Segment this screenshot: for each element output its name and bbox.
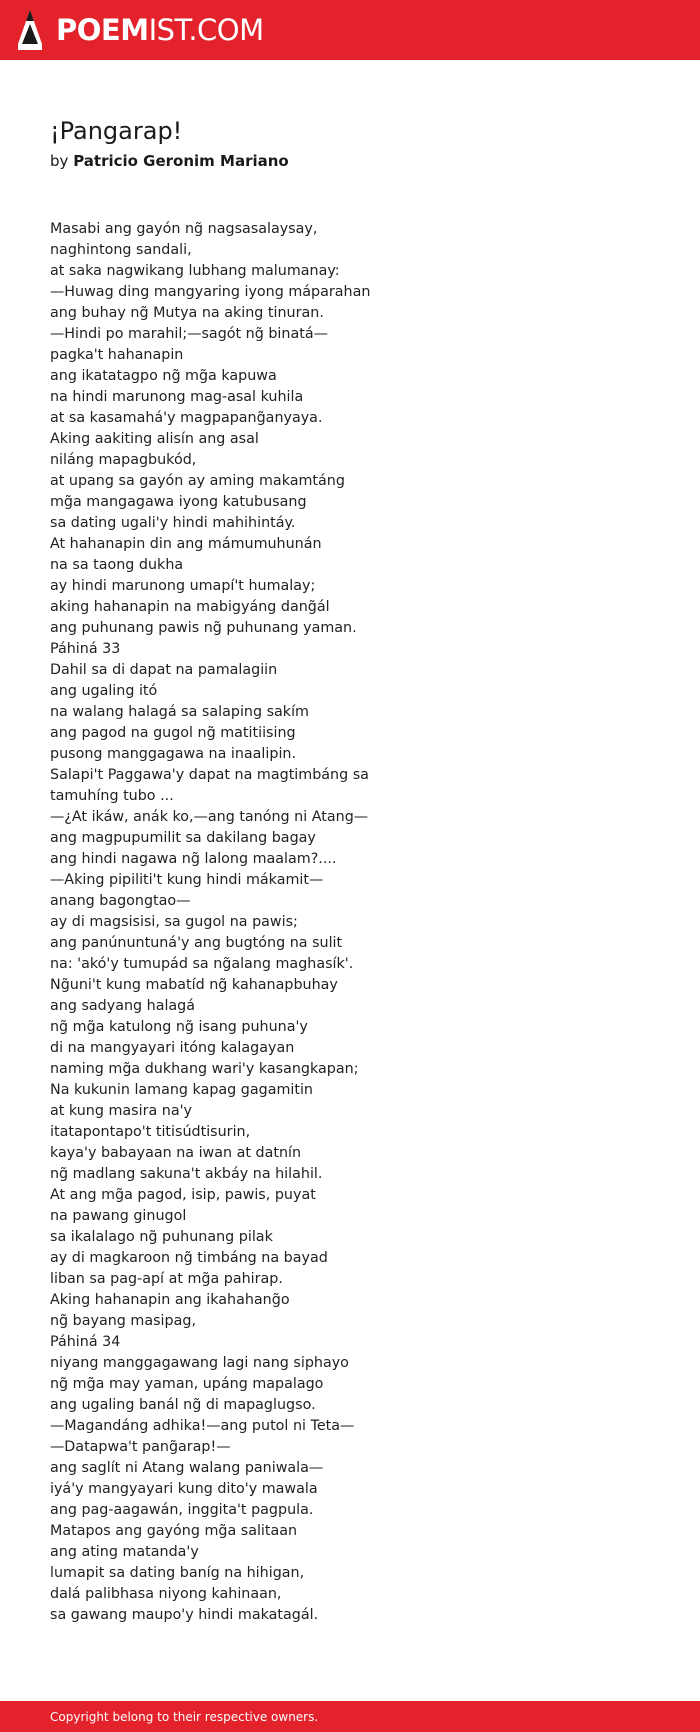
poem-header: [50, 114, 289, 172]
poem-line: Páhiná 33: [50, 641, 121, 657]
poem-line: naming mg̃a dukhang wari'y kasangkapan;: [50, 1061, 359, 1077]
poem-body: [50, 219, 650, 1626]
poem-line: Ng̃uni't kung mabatíd ng̃ kahanapbuhay: [50, 977, 338, 993]
poem-line: ay di magkaroon ng̃ timbáng na bayad: [50, 1250, 328, 1266]
poem-line: ang buhay ng̃ Mutya na aking tinuran.: [50, 305, 324, 321]
poem-line: Dahil sa di dapat na pamalagiin: [50, 662, 278, 678]
poem-line: Masabi ang gayón ng̃ nagsasalaysay,: [50, 221, 318, 237]
poem-line: ang puhunang pawis ng̃ puhunang yaman.: [50, 620, 357, 636]
poem-line: ang pagod na gugol ng̃ matitiising: [50, 725, 296, 741]
poem-line: Matapos ang gayóng mg̃a salitaan: [50, 1523, 298, 1539]
poem-line: ang saglít ni Atang walang paniwala—: [50, 1460, 324, 1476]
poem-line: mg̃a mangagawa iyong katubusang: [50, 494, 307, 510]
poem-line: ang panúnuntuná'y ang bugtóng na sulit: [50, 935, 343, 951]
poem-line: ang hindi nagawa ng̃ lalong maalam?....: [50, 851, 337, 867]
footer-copyright: Copyright belong to their respective owners.: [50, 1710, 319, 1724]
poem-line: aking hahanapin na mabigyáng dang̃ál: [50, 599, 330, 615]
poem-line: na sa taong dukha: [50, 557, 184, 573]
poem-line: —Datapwa't pang̃arap!—: [50, 1439, 231, 1455]
poem-line: ng̃ mg̃a may yaman, upáng mapalago: [50, 1376, 324, 1392]
poem-line: sa dating ugali'y hindi mahihintáy.: [50, 515, 296, 531]
poem-line: na walang halagá sa salaping sakím: [50, 704, 309, 720]
poem-line: kaya'y babayaan na iwan at datnín: [50, 1145, 302, 1161]
poem-line: Salapi't Paggawa'y dapat na magtimbáng sa: [50, 767, 369, 783]
poem-line: itatapontapo't titisúdtisurin,: [50, 1124, 251, 1140]
site-wordmark: [56, 10, 264, 50]
site-logo[interactable]: [18, 10, 264, 50]
byline: [50, 150, 289, 172]
poem-line: na hindi marunong mag-asal kuhila: [50, 389, 304, 405]
poem-line: ang ugaling itó: [50, 683, 158, 699]
poem-line: di na mangyayari itóng kalagayan: [50, 1040, 295, 1056]
poem-line: at saka nagwikang lubhang malumanay:: [50, 263, 340, 279]
pencil-tip-icon: [18, 10, 42, 50]
poem-line: niláng mapagbukód,: [50, 452, 197, 468]
poem-line: Na kukunin lamang kapag gagamitin: [50, 1082, 313, 1098]
poem-line: naghintong sandali,: [50, 242, 192, 258]
footer-bar: [0, 1701, 700, 1732]
poem-line: sa gawang maupo'y hindi makatagál.: [50, 1607, 319, 1623]
logo-bold-text: POEM: [56, 13, 149, 47]
poem-line: iyá'y mangyayari kung dito'y mawala: [50, 1481, 318, 1497]
poem-line: at sa kasamahá'y magpapang̃anyaya.: [50, 410, 323, 426]
poem-line: —¿At ikáw, anák ko,—ang tanóng ni Atang—: [50, 809, 369, 825]
poem-line: at upang sa gayón ay aming makamtáng: [50, 473, 345, 489]
poem-line: Aking aakiting alisín ang asal: [50, 431, 259, 447]
poem-line: tamuhíng tubo ...: [50, 788, 174, 804]
poem-line: ay hindi marunong umapí't humalay;: [50, 578, 316, 594]
poem-line: At hahanapin din ang mámumuhunán: [50, 536, 322, 552]
poem-line: niyang manggagawang lagi nang siphayo: [50, 1355, 349, 1371]
author-name[interactable]: Patricio Geronim Mariano: [73, 152, 289, 170]
poem-title: ¡Pangarap!: [50, 117, 183, 145]
poem-line: pusong manggagawa na inaalipin.: [50, 746, 297, 762]
poem-line: ang magpupumilit sa dakilang bagay: [50, 830, 316, 846]
poem-line: —Hindi po marahil;—sagót ng̃ binatá—: [50, 326, 328, 342]
poem-line: Páhiná 34: [50, 1334, 121, 1350]
byline-prefix: by: [50, 152, 69, 170]
poem-line: At ang mg̃a pagod, isip, pawis, puyat: [50, 1187, 316, 1203]
poem-line: —Aking pipiliti't kung hindi mákamit—: [50, 872, 324, 888]
poem-line: pagka't hahanapin: [50, 347, 184, 363]
poem-line: ang pag-aagawán, inggita't pagpula.: [50, 1502, 314, 1518]
poem-line: ang ugaling banál ng̃ di mapaglugso.: [50, 1397, 316, 1413]
logo-light-text: IST.COM: [148, 13, 264, 47]
poem-line: na pawang ginugol: [50, 1208, 187, 1224]
poem-line: ang ikatatagpo ng̃ mg̃a kapuwa: [50, 368, 277, 384]
top-bar: [0, 0, 700, 60]
poem-line: anang bagongtao—: [50, 893, 191, 909]
poem-line: ang sadyang halagá: [50, 998, 196, 1014]
poem-line: ang ating matanda'y: [50, 1544, 199, 1560]
poem-line: at kung masira na'y: [50, 1103, 192, 1119]
poem-line: —Magandáng adhika!—ang putol ni Teta—: [50, 1418, 355, 1434]
poem-line: ng̃ bayang masipag,: [50, 1313, 196, 1329]
poem-line: ng̃ madlang sakuna't akbáy na hilahil.: [50, 1166, 323, 1182]
poem-line: na: 'akó'y tumupád sa ng̃alang maghasík'.: [50, 956, 354, 972]
poem-line: ng̃ mg̃a katulong ng̃ isang puhuna'y: [50, 1019, 308, 1035]
poem-line: —Huwag ding mangyaring iyong máparahan: [50, 284, 371, 300]
poem-line: ay di magsisisi, sa gugol na pawis;: [50, 914, 298, 930]
poem-line: Aking hahanapin ang ikahahang̃o: [50, 1292, 290, 1308]
poem-line: dalá palibhasa niyong kahinaan,: [50, 1586, 282, 1602]
poem-line: liban sa pag-apí at mg̃a pahirap.: [50, 1271, 283, 1287]
poem-line: lumapit sa dating baníg na hihigan,: [50, 1565, 305, 1581]
poem-line: sa ikalalago ng̃ puhunang pilak: [50, 1229, 273, 1245]
